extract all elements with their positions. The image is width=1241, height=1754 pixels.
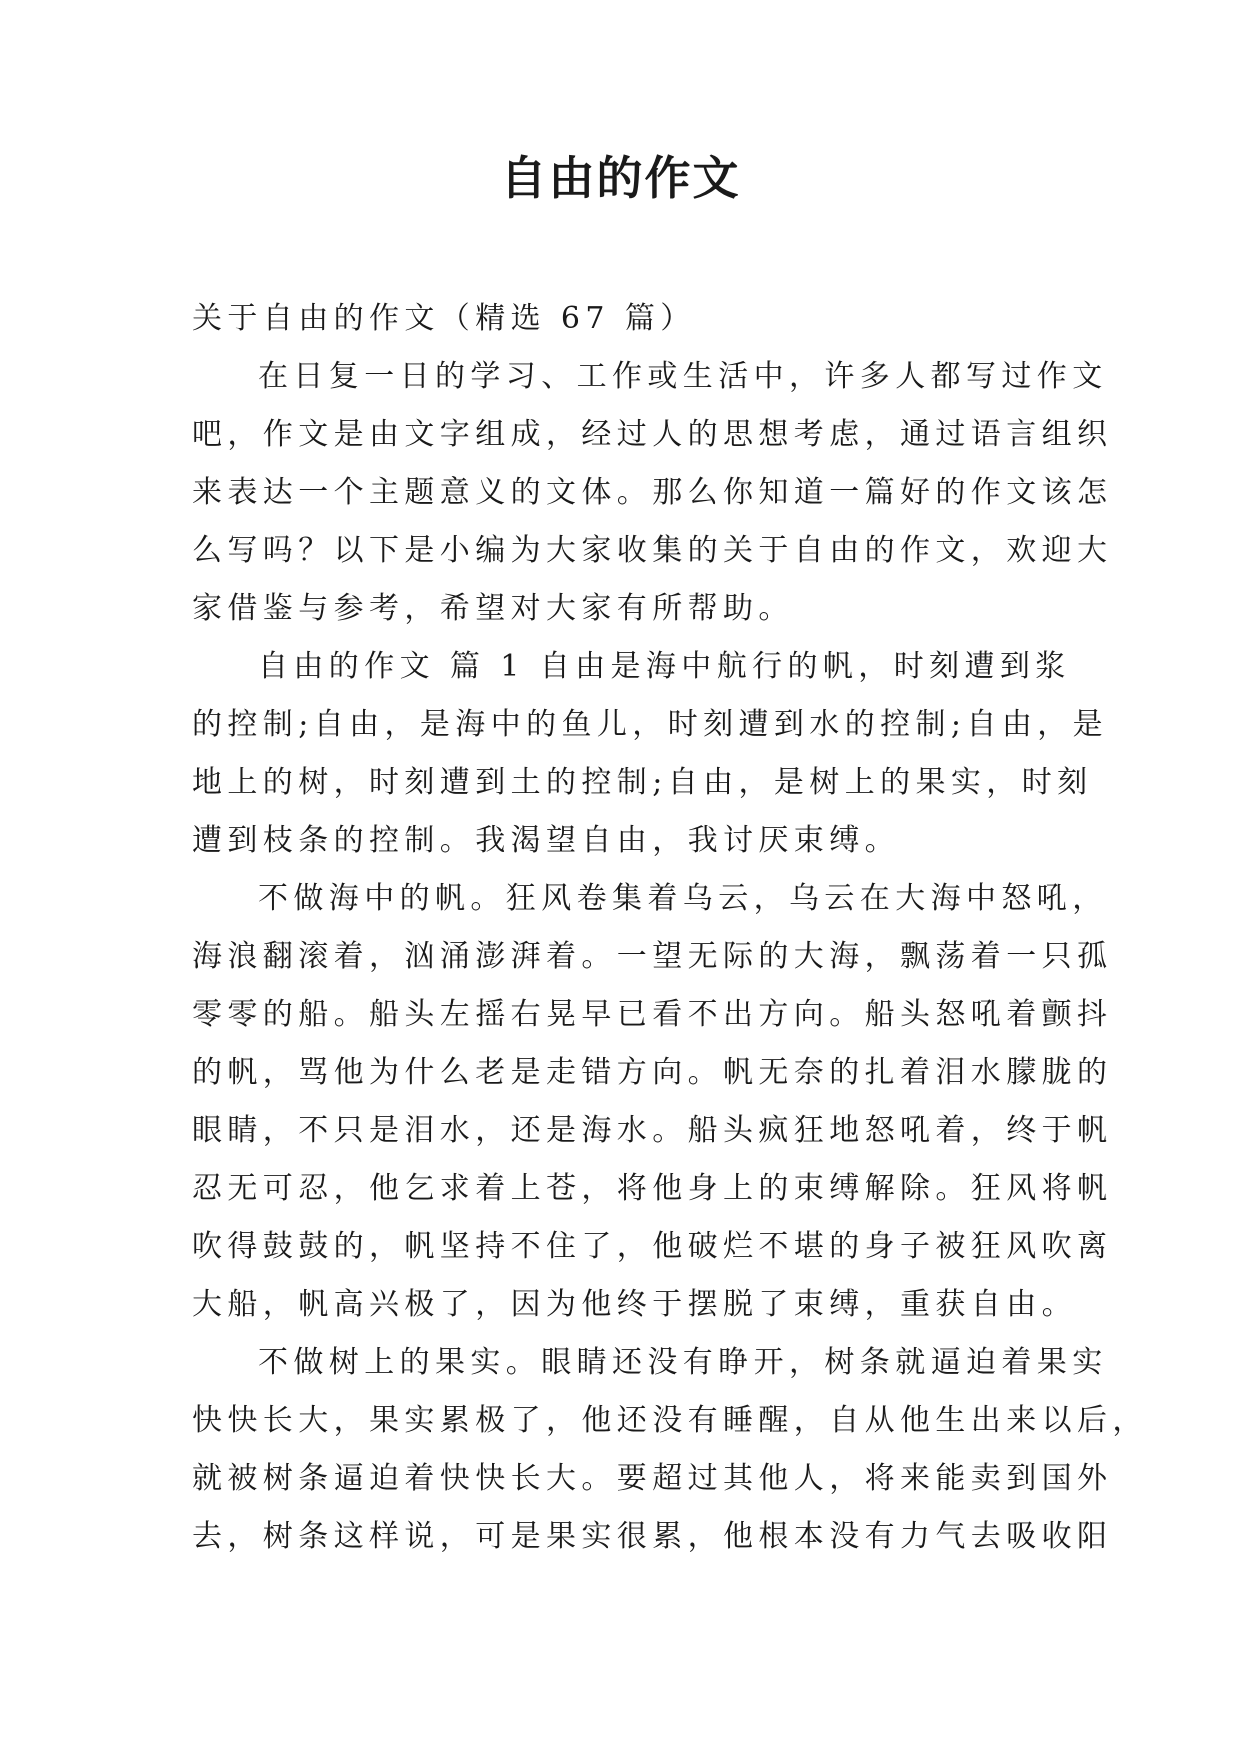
text-line: 在日复一日的学习、工作或生活中，许多人都写过作文 xyxy=(258,359,1108,394)
text-line: 去，树条这样说，可是果实很累，他根本没有力气去吸收阳 xyxy=(192,1519,1113,1554)
document-subtitle: 关于自由的作文（精选 67 篇） xyxy=(192,301,696,336)
text-line: 么写吗？以下是小编为大家收集的关于自由的作文，欢迎大 xyxy=(192,533,1113,568)
text-line: 地上的树，时刻遭到土的控制;自由，是树上的果实，时刻 xyxy=(192,765,1093,800)
text-line: 就被树条逼迫着快快长大。要超过其他人，将来能卖到国外 xyxy=(192,1461,1113,1496)
text-line: 零零的船。船头左摇右晃早已看不出方向。船头怒吼着颤抖 xyxy=(192,997,1113,1032)
paragraph-lines xyxy=(192,348,1148,1566)
text-line: 吹得鼓鼓的，帆坚持不住了，他破烂不堪的身子被狂风吹离 xyxy=(192,1229,1113,1264)
text-line: 遭到枝条的控制。我渴望自由，我讨厌束缚。 xyxy=(192,823,900,858)
text-line: 自由的作文 篇 1 自由是海中航行的帆，时刻遭到浆 xyxy=(258,649,1071,684)
text-line: 不做海中的帆。狂风卷集着乌云，乌云在大海中怒吼， xyxy=(258,881,1108,916)
text-line: 大船，帆高兴极了，因为他终于摆脱了束缚，重获自由。 xyxy=(192,1287,1077,1322)
text-line: 的控制;自由，是海中的鱼儿，时刻遭到水的控制;自由，是 xyxy=(192,707,1109,742)
document-body xyxy=(192,290,1148,1566)
text-line: 家借鉴与参考，希望对大家有所帮助。 xyxy=(192,591,794,626)
text-line: 忍无可忍，他乞求着上苍，将他身上的束缚解除。狂风将帆 xyxy=(192,1171,1113,1206)
document-title: 自由的作文 xyxy=(500,151,741,205)
text-line: 眼睛，不只是泪水，还是海水。船头疯狂地怒吼着，终于帆 xyxy=(192,1113,1113,1148)
text-line: 来表达一个主题意义的文体。那么你知道一篇好的作文该怎 xyxy=(192,475,1113,510)
text-line: 海浪翻滚着，汹涌澎湃着。一望无际的大海，飘荡着一只孤 xyxy=(192,939,1113,974)
text-line: 不做树上的果实。眼睛还没有睁开，树条就逼迫着果实 xyxy=(258,1345,1108,1380)
text-line: 的帆，骂他为什么老是走错方向。帆无奈的扎着泪水朦胧的 xyxy=(192,1055,1113,1090)
text-line: 吧，作文是由文字组成，经过人的思想考虑，通过语言组织 xyxy=(192,417,1113,452)
text-line: 快快长大，果实累极了，他还没有睡醒，自从他生出来以后， xyxy=(192,1403,1148,1438)
